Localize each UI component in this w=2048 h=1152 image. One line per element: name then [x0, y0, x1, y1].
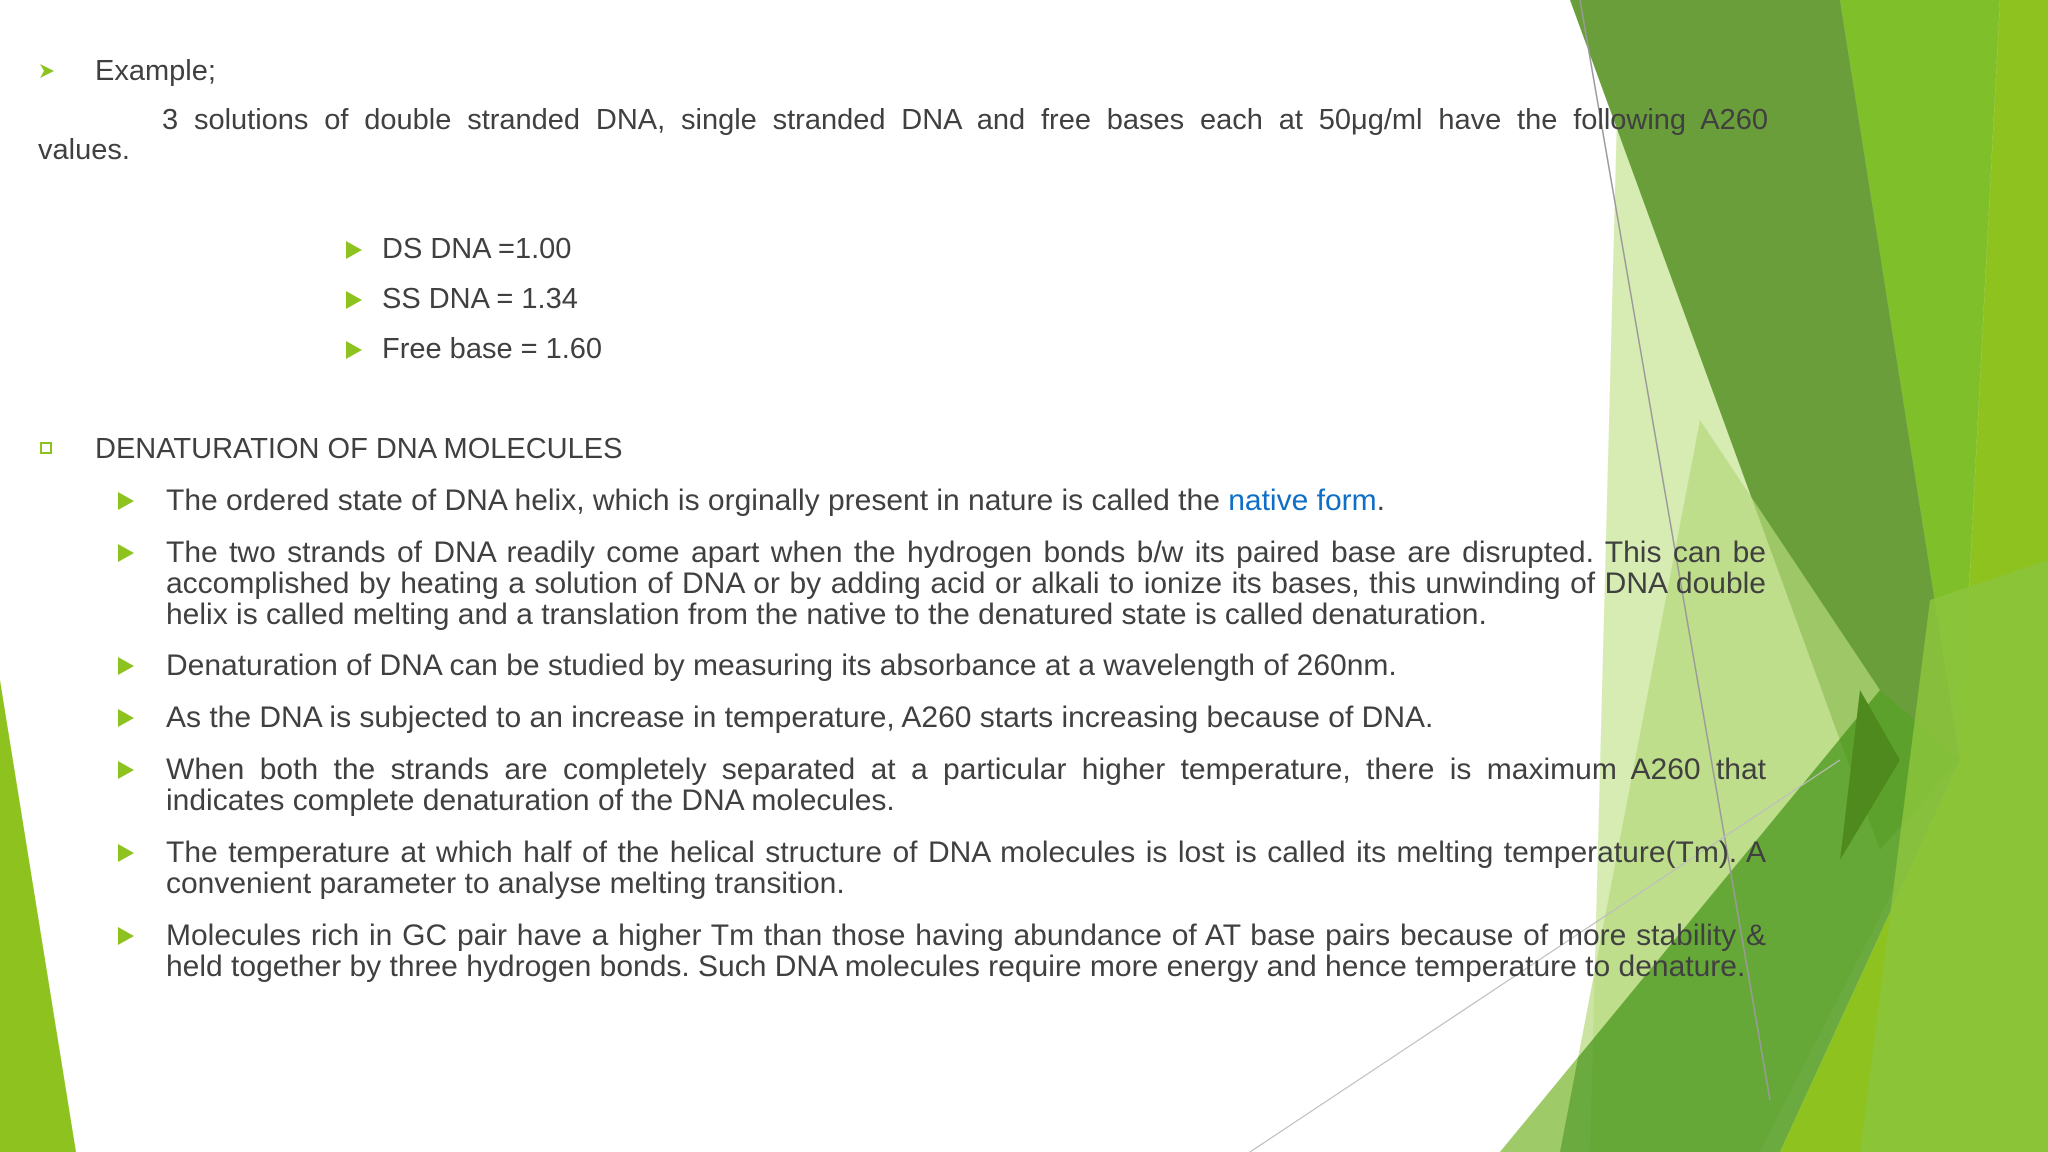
- section-heading: DENATURATION OF DNA MOLECULES: [95, 433, 623, 465]
- native-form-link[interactable]: native form: [1228, 484, 1377, 517]
- example-intro-line2: values.: [38, 134, 130, 166]
- value-ds-dna: DS DNA =1.00: [382, 233, 572, 265]
- list-item: [118, 702, 1768, 733]
- bullet-melting-temperature: The temperature at which half of the helical structure of DNA molecules is lost is called its melting temperature(Tm). A convenient parameter to analyse melting transition.: [166, 836, 1766, 900]
- bullet-native-form: [166, 485, 1385, 516]
- arrow-bullet-icon: [40, 62, 54, 80]
- value-free-base: Free base = 1.60: [382, 333, 603, 365]
- triangle-bullet-icon: [118, 709, 134, 727]
- triangle-bullet-icon: [346, 291, 362, 309]
- value-ss-dna: SS DNA = 1.34: [382, 283, 578, 315]
- example-intro-line1: 3 solutions of double stranded DNA, single stranded DNA and free bases each at 50μg/ml have the following A260: [162, 104, 1768, 136]
- bullet-absorbance: Denaturation of DNA can be studied by measuring its absorbance at a wavelength of 260nm.: [166, 649, 1397, 682]
- bullet-gc-pairs: Molecules rich in GC pair have a higher Tm than those having abundance of AT base pairs because of more stability & held together by three hydrogen bonds. Such DNA molecules require more energy and hence temperature to denature.: [166, 919, 1766, 983]
- list-item: [118, 537, 1768, 630]
- list-item: [118, 837, 1768, 899]
- bullet-temperature-increase: As the DNA is subjected to an increase in temperature, A260 starts increasing because of DNA.: [166, 701, 1434, 734]
- list-item: [118, 920, 1768, 982]
- bullet-max-a260: When both the strands are completely separated at a particular higher temperature, there is maximum A260 that indicates complete denaturation of the DNA molecules.: [166, 753, 1766, 817]
- list-item: [346, 334, 602, 365]
- triangle-bullet-icon: [118, 844, 134, 862]
- square-bullet-icon: [40, 442, 52, 454]
- bullet-strands-apart: The two strands of DNA readily come apart when the hydrogen bonds b/w its paired base are disrupted. This can be accomplished by heating a solution of DNA or by adding acid or alkali to ionize its bases, this unwinding of DNA double helix is called melting and a translation from the native to the denatured state is called denaturation.: [166, 536, 1766, 631]
- triangle-bullet-icon: [346, 341, 362, 359]
- triangle-bullet-icon: [118, 761, 134, 779]
- triangle-bullet-icon: [346, 241, 362, 259]
- list-item: [118, 650, 1768, 681]
- example-heading: Example;: [95, 55, 216, 87]
- list-item: [346, 284, 578, 315]
- bullet-text: The ordered state of DNA helix, which is orginally present in nature is called the: [166, 484, 1229, 517]
- triangle-bullet-icon: [118, 657, 134, 675]
- list-item: [118, 754, 1768, 816]
- list-item: [118, 485, 1768, 516]
- bullet-text-end: .: [1376, 484, 1385, 517]
- triangle-bullet-icon: [118, 544, 134, 562]
- triangle-bullet-icon: [118, 492, 134, 510]
- list-item: [346, 234, 571, 265]
- triangle-bullet-icon: [118, 927, 134, 945]
